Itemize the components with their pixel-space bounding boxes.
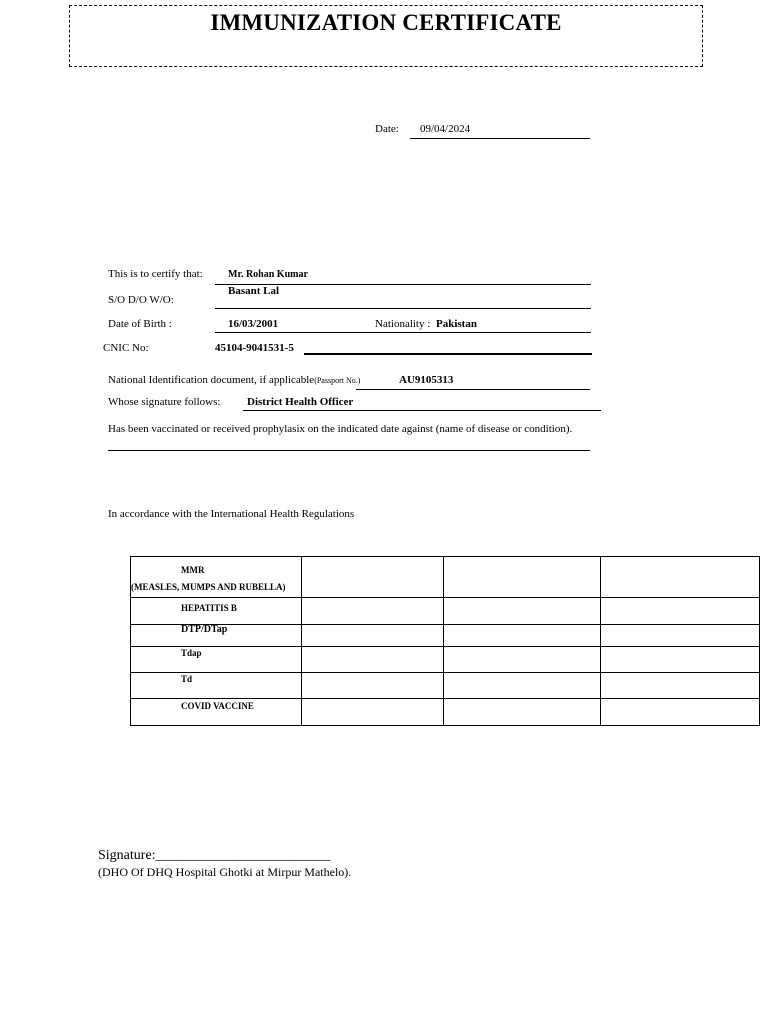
date-cell[interactable] (302, 625, 444, 647)
certificate-title: IMMUNIZATION CERTIFICATE (210, 10, 562, 35)
nationality-value: Pakistan (436, 318, 477, 330)
cnic-underline (304, 353, 592, 355)
date-cell[interactable] (444, 647, 601, 673)
date-cell[interactable] (302, 699, 444, 726)
date-underline (410, 138, 590, 139)
vaccine-subname: (MEASLES, MUMPS AND RUBELLA) (131, 582, 286, 592)
dho-caption: (DHO Of DHQ Hospital Ghotki at Mirpur Mathelo). (98, 865, 352, 879)
table-row (131, 699, 760, 726)
nid-label (108, 374, 360, 386)
vaccinated-statement: Has been vaccinated or received prophylasix on the indicated date against (name of disease or condition). (108, 423, 573, 435)
signature-label: Signature:_________________________ (98, 848, 331, 863)
date-cell[interactable] (601, 673, 760, 699)
date-cell[interactable] (444, 673, 601, 699)
vaccine-name-cell (131, 557, 302, 598)
vaccine-name: DTP/DTap (131, 625, 302, 647)
date-cell[interactable] (444, 557, 601, 598)
relation-underline (215, 308, 591, 309)
cnic-label: CNIC No: (103, 342, 149, 354)
cnic-value: 45104-9041531-5 (215, 342, 294, 354)
date-cell[interactable] (601, 647, 760, 673)
vaccine-name: Td (131, 673, 302, 699)
date-value: 09/04/2024 (420, 123, 471, 135)
table-row (131, 647, 760, 673)
date-cell[interactable] (302, 598, 444, 625)
vaccine-table (130, 556, 760, 726)
dob-underline (215, 332, 591, 333)
relation-name: Basant Lal (228, 285, 280, 297)
table-row (131, 673, 760, 699)
date-cell[interactable] (601, 557, 760, 598)
nid-sub-label: (Passport No.) (314, 376, 361, 385)
vaccine-name: COVID VACCINE (131, 699, 302, 726)
certify-label: This is to certify that: (108, 268, 203, 280)
date-cell[interactable] (444, 625, 601, 647)
date-cell[interactable] (444, 598, 601, 625)
date-label: Date: (375, 123, 399, 135)
statement-underline (108, 450, 590, 451)
vaccine-name: MMR (181, 565, 205, 575)
passport-value: AU9105313 (399, 374, 454, 386)
table-row (131, 625, 760, 647)
table-row (131, 557, 760, 598)
vaccine-name: Tdap (131, 647, 302, 673)
date-cell[interactable] (601, 598, 760, 625)
date-cell[interactable] (444, 699, 601, 726)
person-name: Mr. Rohan Kumar (228, 269, 308, 280)
table-row (131, 598, 760, 625)
date-cell[interactable] (601, 625, 760, 647)
vaccine-name: HEPATITIS B (131, 598, 302, 625)
title-box (69, 5, 703, 67)
relation-label: S/O D/O W/O: (108, 294, 174, 306)
passport-underline (356, 389, 590, 390)
date-cell[interactable] (302, 647, 444, 673)
regulations-text: In accordance with the International Health Regulations (108, 508, 355, 520)
date-cell[interactable] (601, 699, 760, 726)
nid-label-text: National Identification document, if applicable (108, 374, 315, 386)
date-cell[interactable] (302, 557, 444, 598)
signature-follows-underline (243, 410, 601, 411)
signature-follows-label: Whose signature follows: (108, 396, 221, 408)
dob-value: 16/03/2001 (228, 318, 279, 330)
signature-follows-value: District Health Officer (247, 396, 354, 408)
nationality-label: Nationality : (375, 318, 431, 330)
date-cell[interactable] (302, 673, 444, 699)
dob-label: Date of Birth : (108, 318, 172, 330)
